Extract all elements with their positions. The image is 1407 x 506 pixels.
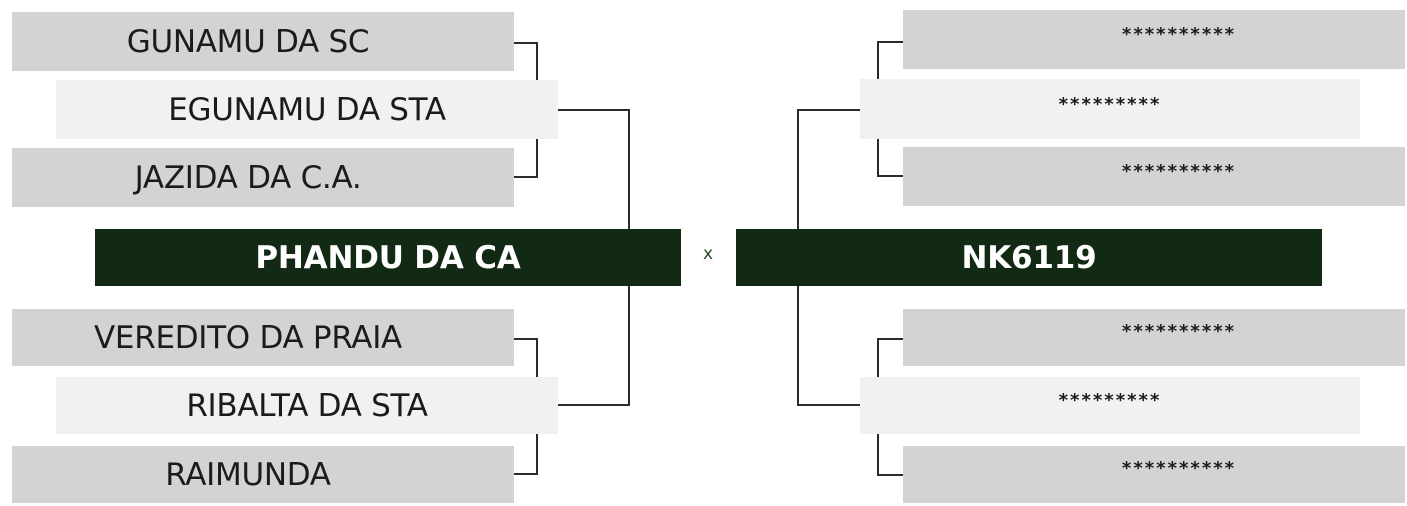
connector [514,176,538,178]
connector [877,139,879,177]
team-name: ********** [1121,321,1237,342]
connector [536,42,538,80]
connector [514,42,538,44]
team-name: JAZIDA DA C.A. [134,159,362,196]
connector [536,434,538,475]
connector [877,338,903,340]
team-name: ********** [1121,458,1237,479]
connector [797,109,799,229]
connector [877,175,903,177]
team-name: ********** [1121,24,1237,45]
right-top-entry-2 [860,79,1360,139]
connector [877,434,879,476]
connector [797,404,860,406]
left-top-entry-2 [56,80,558,139]
connector [536,338,538,377]
team-name: RIBALTA DA STA [186,387,428,424]
left-bottom-entry-1 [12,309,514,366]
connector [514,338,538,340]
team-name: RAIMUNDA [165,456,331,493]
right-finalist [736,229,1322,286]
connector [558,404,630,406]
right-bottom-entry-2 [860,377,1360,434]
team-name: EGUNAMU DA STA [168,91,446,128]
team-name: ********* [1058,93,1162,115]
right-bottom-entry-1 [903,309,1405,366]
versus-label: x [703,244,714,264]
team-name: ********** [1121,161,1237,182]
right-top-entry-1 [903,10,1405,69]
connector [628,286,630,406]
right-bottom-entry-3 [903,446,1405,503]
connector [877,338,879,377]
finalist-name: NK6119 [961,239,1097,276]
finalist-name: PHANDU DA CA [255,239,521,276]
connector [536,139,538,178]
connector [797,286,799,406]
team-name: ********* [1058,390,1162,411]
left-top-entry-3 [12,148,514,207]
team-name: VEREDITO DA PRAIA [94,319,402,356]
right-top-entry-3 [903,147,1405,206]
connector [877,41,879,79]
left-bottom-entry-3 [12,446,514,503]
connector [628,109,630,229]
connector [558,109,630,111]
connector [797,109,860,111]
team-name: GUNAMU DA SC [126,23,370,60]
left-finalist [95,229,681,286]
connector [877,41,903,43]
left-bottom-entry-2 [56,377,558,434]
connector [877,474,903,476]
left-top-entry-1 [12,12,514,71]
connector [514,473,538,475]
